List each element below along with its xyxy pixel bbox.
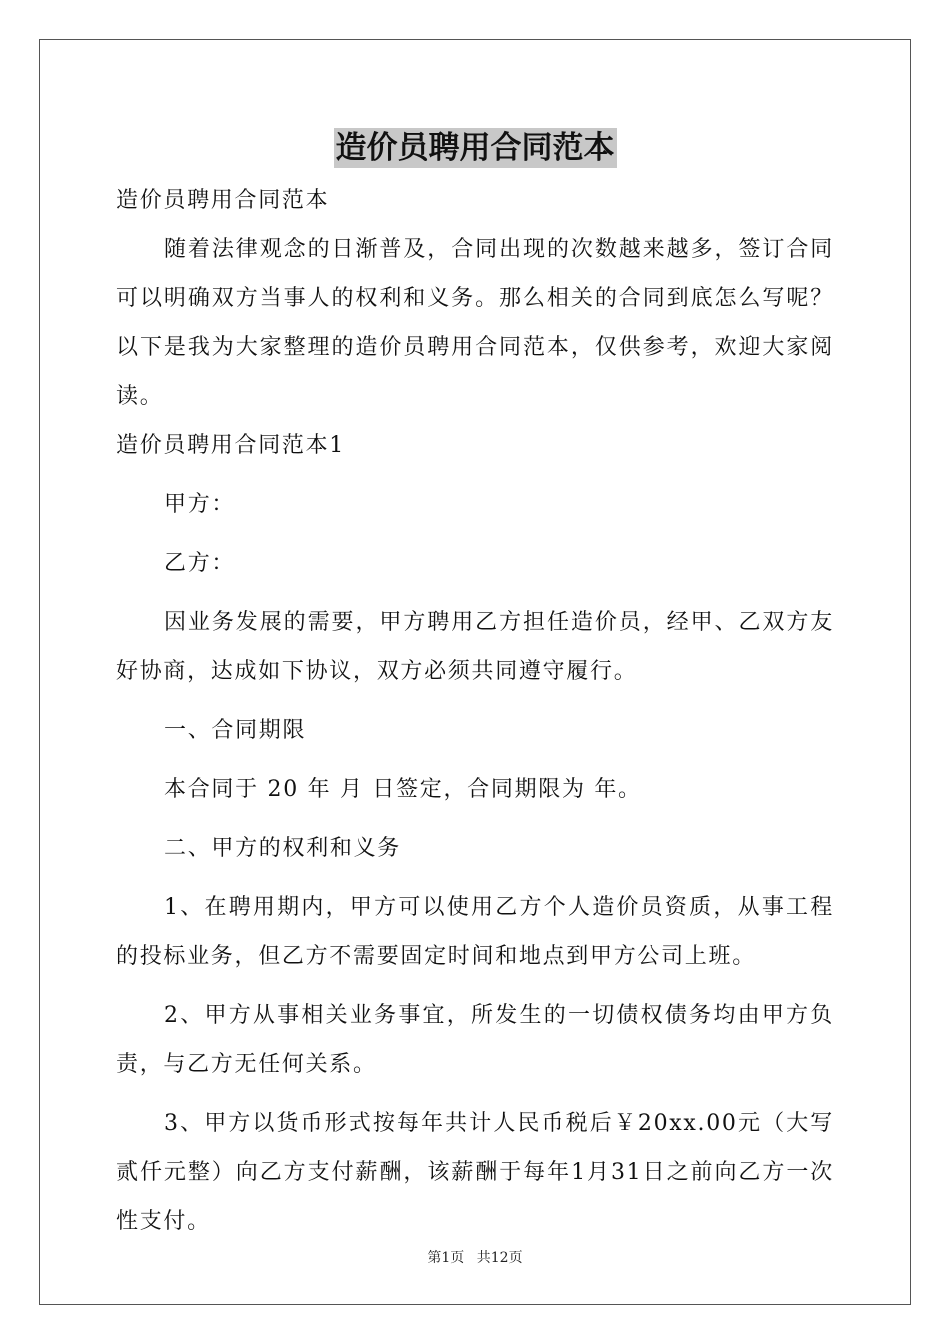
clause-heading-party-a-rights: 二、甲方的权利和义务 <box>164 836 402 861</box>
title-container <box>0 128 950 168</box>
document-subtitle: 造价员聘用合同范本 <box>116 188 330 213</box>
clause-heading-term: 一、合同期限 <box>164 718 307 743</box>
document-body <box>116 176 834 1246</box>
page-number: 第1页 <box>427 1250 465 1266</box>
document-title: 造价员聘用合同范本 <box>335 130 615 166</box>
section-heading-sample-1: 造价员聘用合同范本1 <box>116 433 345 458</box>
page-total: 共12页 <box>476 1250 523 1266</box>
page-footer <box>0 1247 950 1267</box>
term-paragraph: 本合同于 20 年 月 日签定，合同期限为 年。 <box>164 777 642 802</box>
party-b-line: 乙方： <box>164 551 236 576</box>
party-a-line: 甲方： <box>164 492 236 517</box>
purpose-paragraph: 因业务发展的需要，甲方聘用乙方担任造价员，经甲、乙双方友好协商，达成如下协议，双方必须共同遵守履行。 <box>116 610 834 684</box>
clause-item-3: 3、甲方以货币形式按每年共计人民币税后￥20xx.00元（大写贰仟元整）向乙方支付薪酬，该薪酬于每年1月31日之前向乙方一次性支付。 <box>116 1111 834 1234</box>
intro-paragraph: 随着法律观念的日渐普及，合同出现的次数越来越多，签订合同可以明确双方当事人的权利和义务。那么相关的合同到底怎么写呢？以下是我为大家整理的造价员聘用合同范本，仅供参考，欢迎大家阅读。 <box>116 237 834 409</box>
clause-item-1: 1、在聘用期内，甲方可以使用乙方个人造价员资质，从事工程的投标业务，但乙方不需要固定时间和地点到甲方公司上班。 <box>116 895 834 969</box>
clause-item-2: 2、甲方从事相关业务事宜，所发生的一切债权债务均由甲方负责，与乙方无任何关系。 <box>116 1003 834 1077</box>
